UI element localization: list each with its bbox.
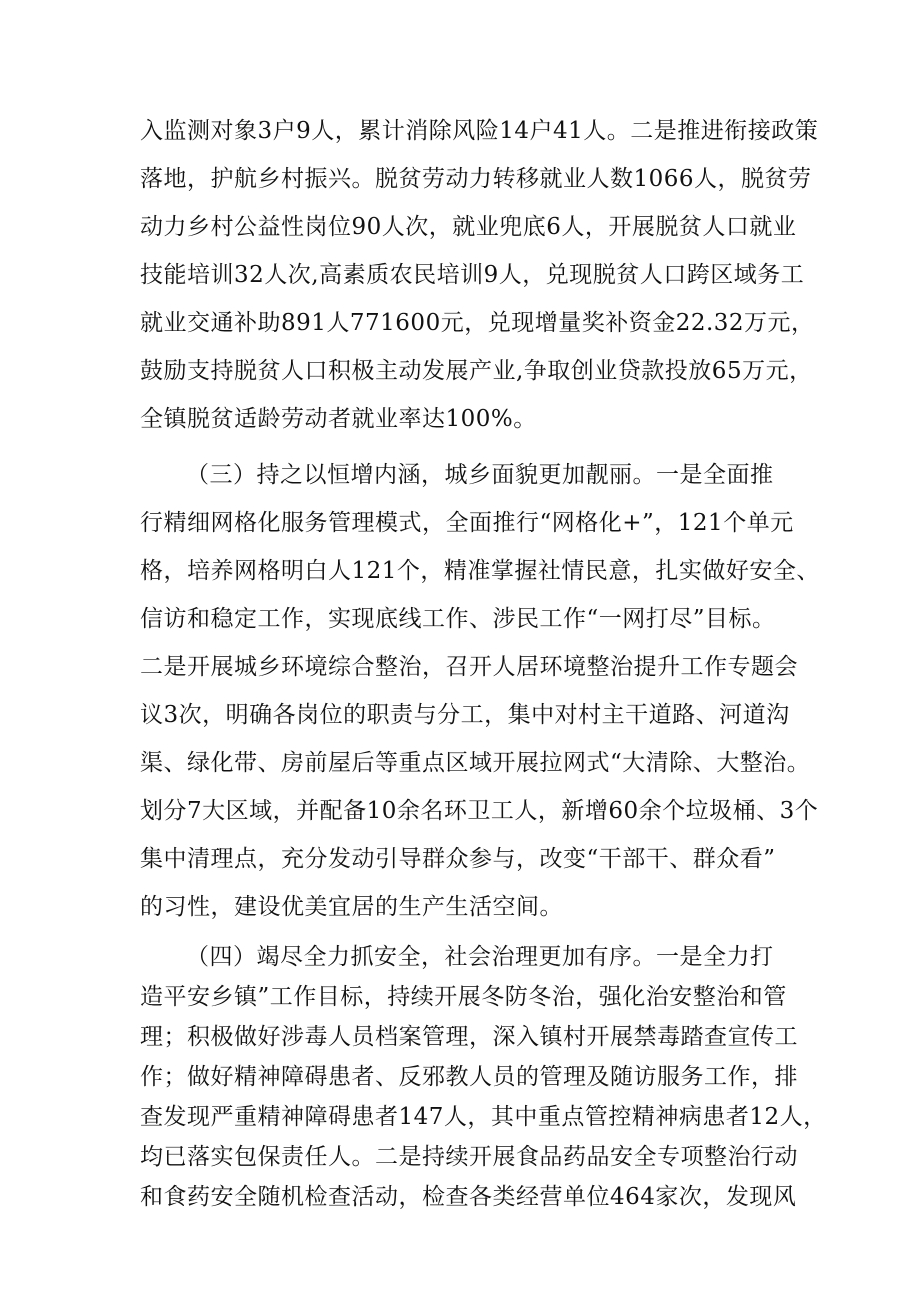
- paragraph-line: 落地，护航乡村振兴。脱贫劳动力转移就业人数1066人，脱贫劳: [140, 166, 812, 192]
- paragraph-line: 议3次，明确各岗位的职责与分工，集中对村主干道路、河道沟: [140, 702, 790, 728]
- paragraph-line: 行精细网格化服务管理模式，全面推行“网格化+”，121个单元: [140, 510, 794, 536]
- paragraph-line: 二是开展城乡环境综合整治，召开人居环境整治提升工作专题会: [140, 654, 798, 680]
- section-heading-line: （三）持之以恒增内涵，城乡面貌更加靓丽。一是全面推: [186, 462, 774, 488]
- paragraph-line: 划分7大区域，并配备10余名环卫工人，新增60余个垃圾桶、3个: [140, 798, 819, 824]
- paragraph-line: 就业交通补助891人771600元，兑现增量奖补资金22.32万元，: [140, 310, 815, 336]
- paragraph-line: 格，培养网格明白人121个，精准掌握社情民意，扎实做好安全、: [140, 558, 820, 584]
- paragraph-line: 均已落实包保责任人。二是持续开展食品药品安全专项整治行动: [140, 1144, 798, 1170]
- paragraph-line: 的习性，建设优美宜居的生产生活空间。: [140, 894, 563, 920]
- paragraph-line: 技能培训32人次,高素质农民培训9人，兑现脱贫人口跨区域务工: [140, 262, 805, 288]
- paragraph-line: 全镇脱贫适龄劳动者就业率达100%。: [140, 406, 537, 432]
- paragraph-line: 渠、绿化带、房前屋后等重点区域开展拉网式“大清除、大整治。: [140, 750, 811, 776]
- paragraph-line: 入监测对象3户9人，累计消除风险14户41人。二是推进衔接政策: [140, 118, 819, 144]
- paragraph-line: 信访和稳定工作，实现底线工作、涉民工作“一网打尽”目标。: [140, 606, 776, 632]
- paragraph-line: 查发现严重精神障碍患者147人，其中重点管控精神病患者12人，: [140, 1104, 827, 1130]
- paragraph-line: 造平安乡镇”工作目标，持续开展冬防冬治，强化治安整治和管: [140, 984, 787, 1010]
- paragraph-line: 和食药安全随机检查活动，检查各类经营单位464家次，发现风: [140, 1184, 797, 1210]
- section-heading-line: （四）竭尽全力抓安全，社会治理更加有序。一是全力打: [186, 944, 774, 970]
- paragraph-line: 集中清理点，充分发动引导群众参与，改变“干部干、群众看”: [140, 846, 776, 872]
- paragraph-line: 鼓励支持脱贫人口积极主动发展产业,争取创业贷款投放65万元，: [140, 358, 813, 384]
- paragraph-line: 动力乡村公益性岗位90人次，就业兜底6人，开展脱贫人口就业: [140, 214, 797, 240]
- paragraph-line: 理；积极做好涉毒人员档案管理，深入镇村开展禁毒踏查宣传工: [140, 1024, 798, 1050]
- paragraph-line: 作；做好精神障碍患者、反邪教人员的管理及随访服务工作，排: [140, 1064, 798, 1090]
